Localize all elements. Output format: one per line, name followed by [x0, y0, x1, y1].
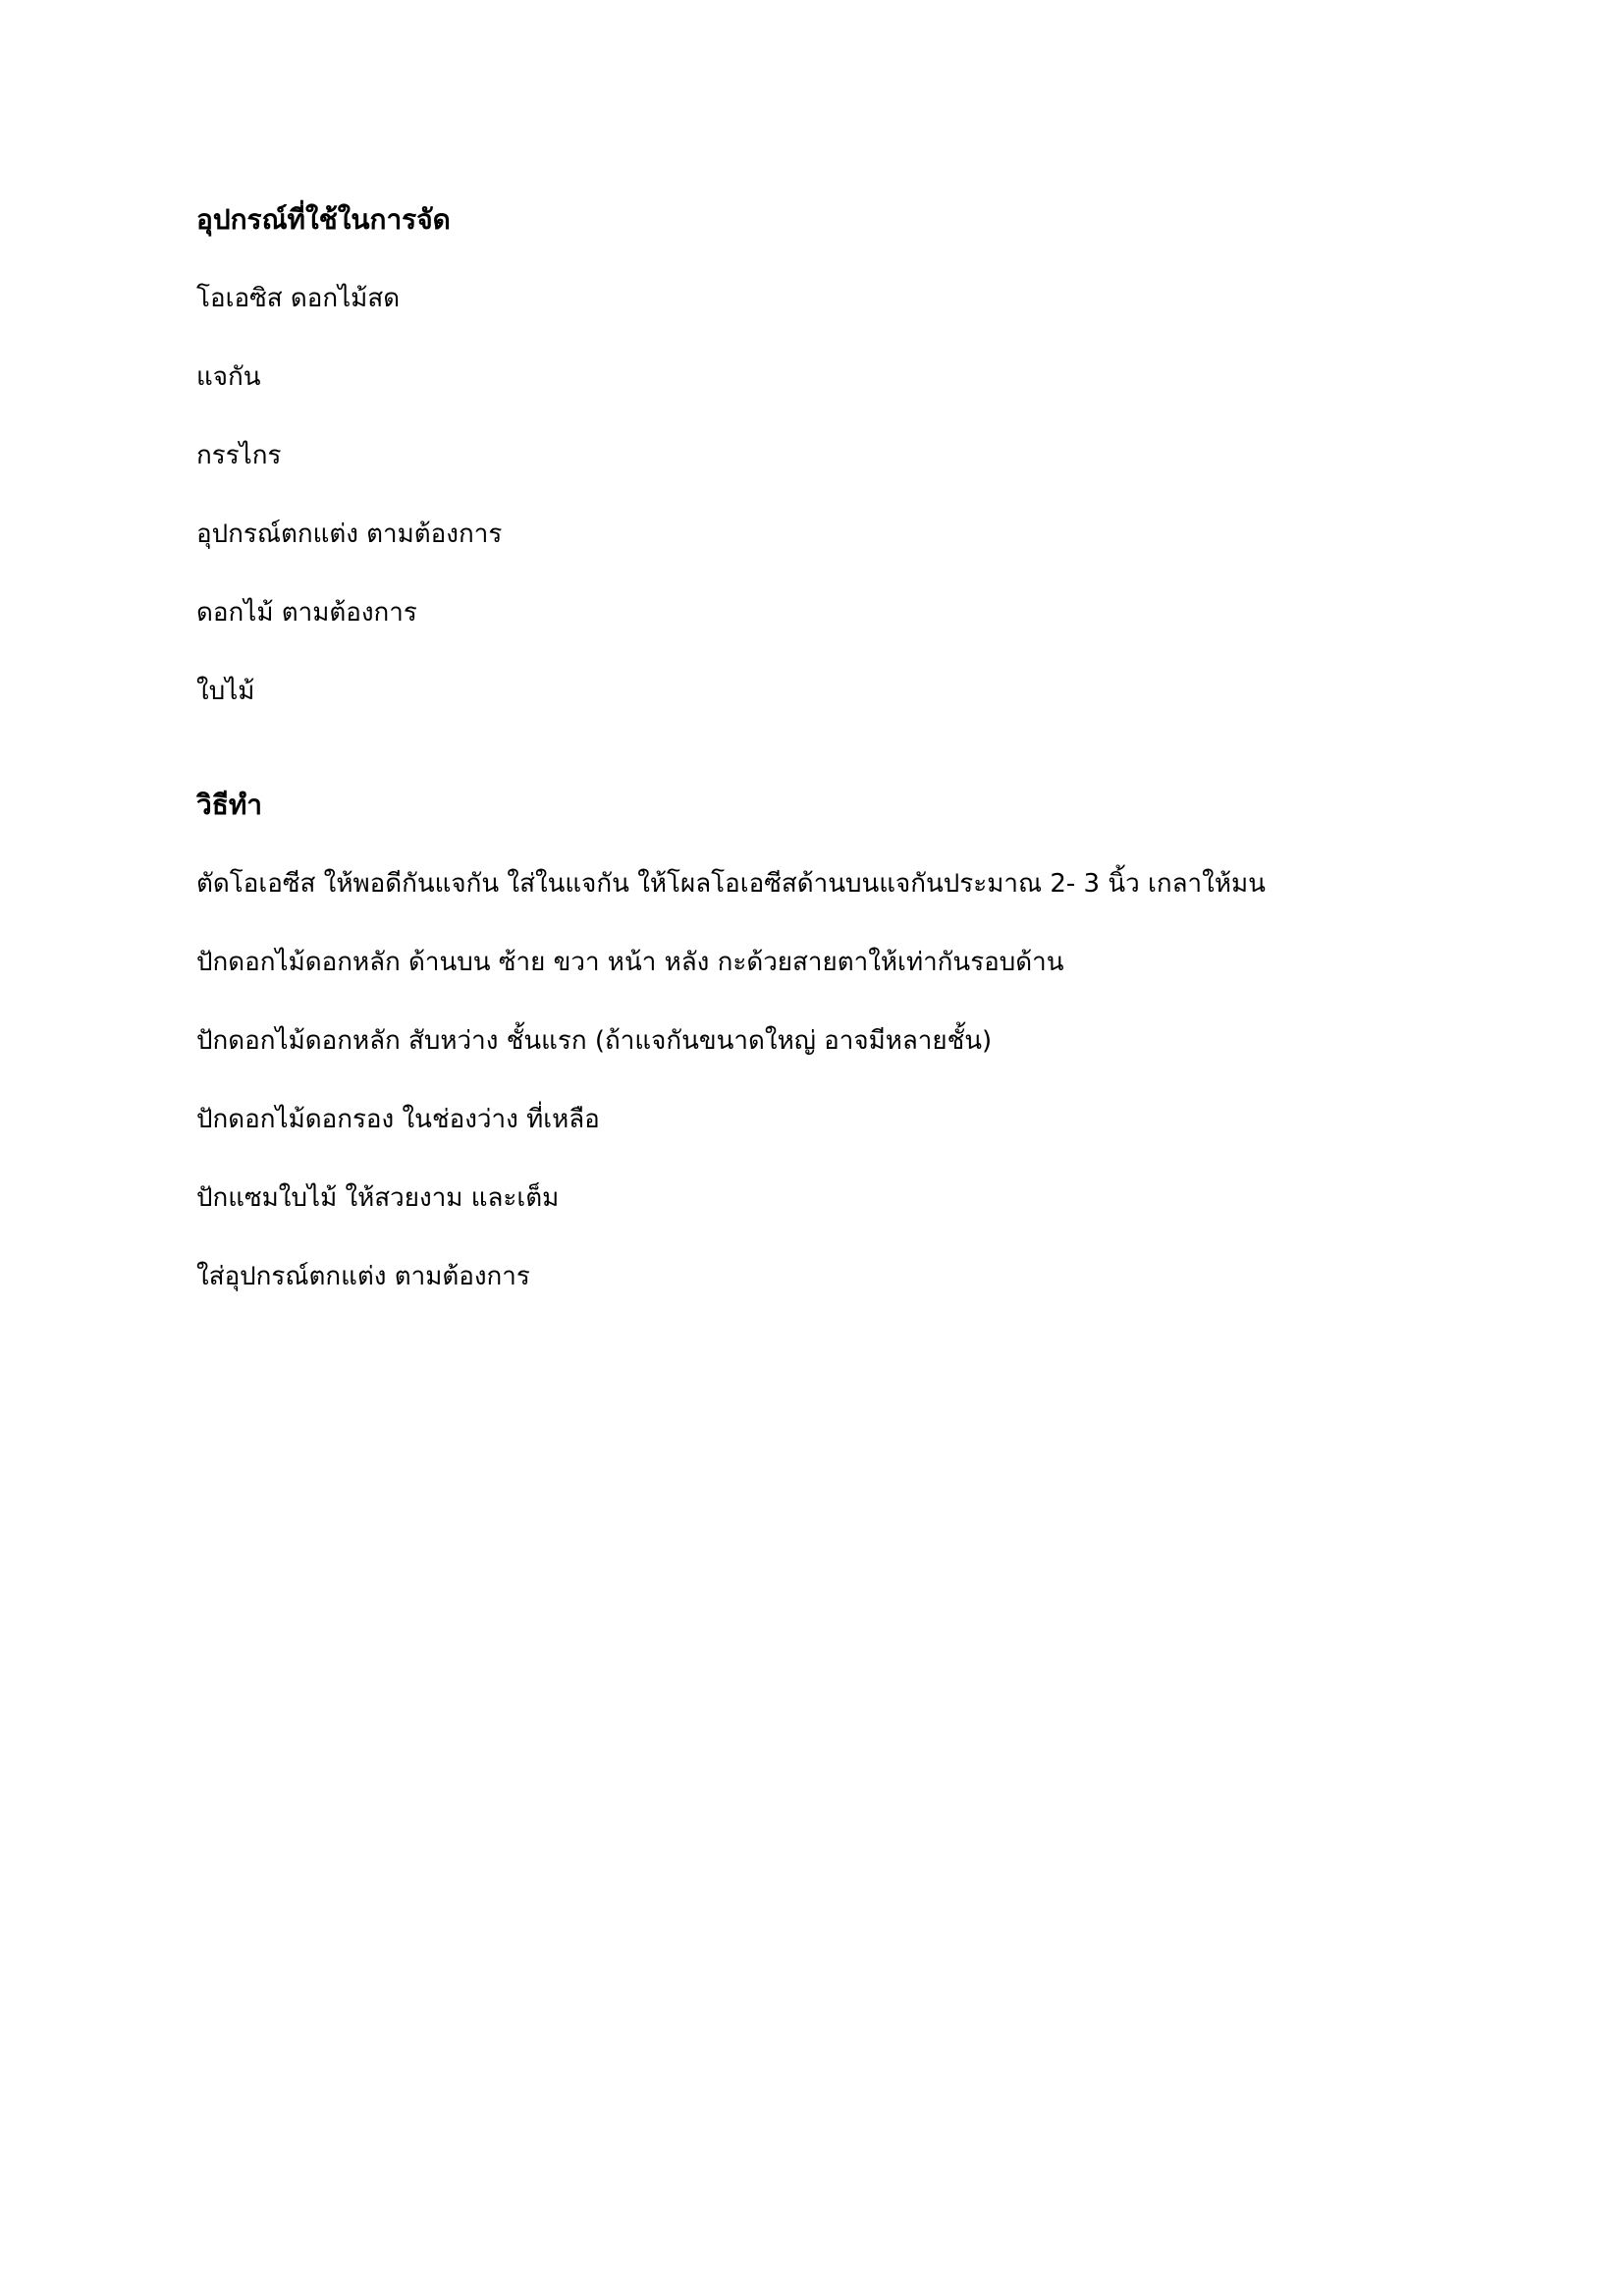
method-step: ปักแซมใบไม้ ให้สวยงาม และเต็ม	[196, 1183, 560, 1213]
method-step: ปักดอกไม้ดอกหลัก สับหว่าง ชั้นแรก (ถ้าแจกันขนาดใหญ่ อาจมีหลายชั้น)	[196, 1026, 993, 1056]
materials-item: แจกัน	[196, 362, 261, 392]
materials-item: ใบไม้	[196, 677, 255, 706]
materials-item: กรรไกร	[196, 441, 282, 470]
materials-section	[196, 196, 1473, 715]
method-step: ใส่อุปกรณ์ตกแต่ง ตามต้องการ	[196, 1262, 530, 1291]
method-step: ตัดโอเอซีส ให้พอดีกันแจกัน ใส่ในแจกัน ให้โผลโอเอซีสด้านบนแจกันประมาณ 2- 3 นิ้ว เกลาให้มน	[196, 869, 1266, 899]
document-content	[196, 196, 1473, 1332]
method-section	[196, 782, 1473, 1300]
method-step: ปักดอกไม้ดอกรอง ในช่องว่าง ที่เหลือ	[196, 1105, 600, 1134]
materials-heading: อุปกรณ์ที่ใช้ในการจัด	[196, 203, 451, 236]
materials-item: อุปกรณ์ตกแต่ง ตามต้องการ	[196, 519, 503, 549]
method-step: ปักดอกไม้ดอกหลัก ด้านบน ซ้าย ขวา หน้า หลัง กะด้วยสายตาให้เท่ากันรอบด้าน	[196, 948, 1064, 977]
materials-item: ดอกไม้ ตามต้องการ	[196, 598, 417, 628]
method-heading: วิธีทำ	[196, 789, 262, 821]
materials-item: โอเอซิส ดอกไม้สด	[196, 284, 401, 313]
